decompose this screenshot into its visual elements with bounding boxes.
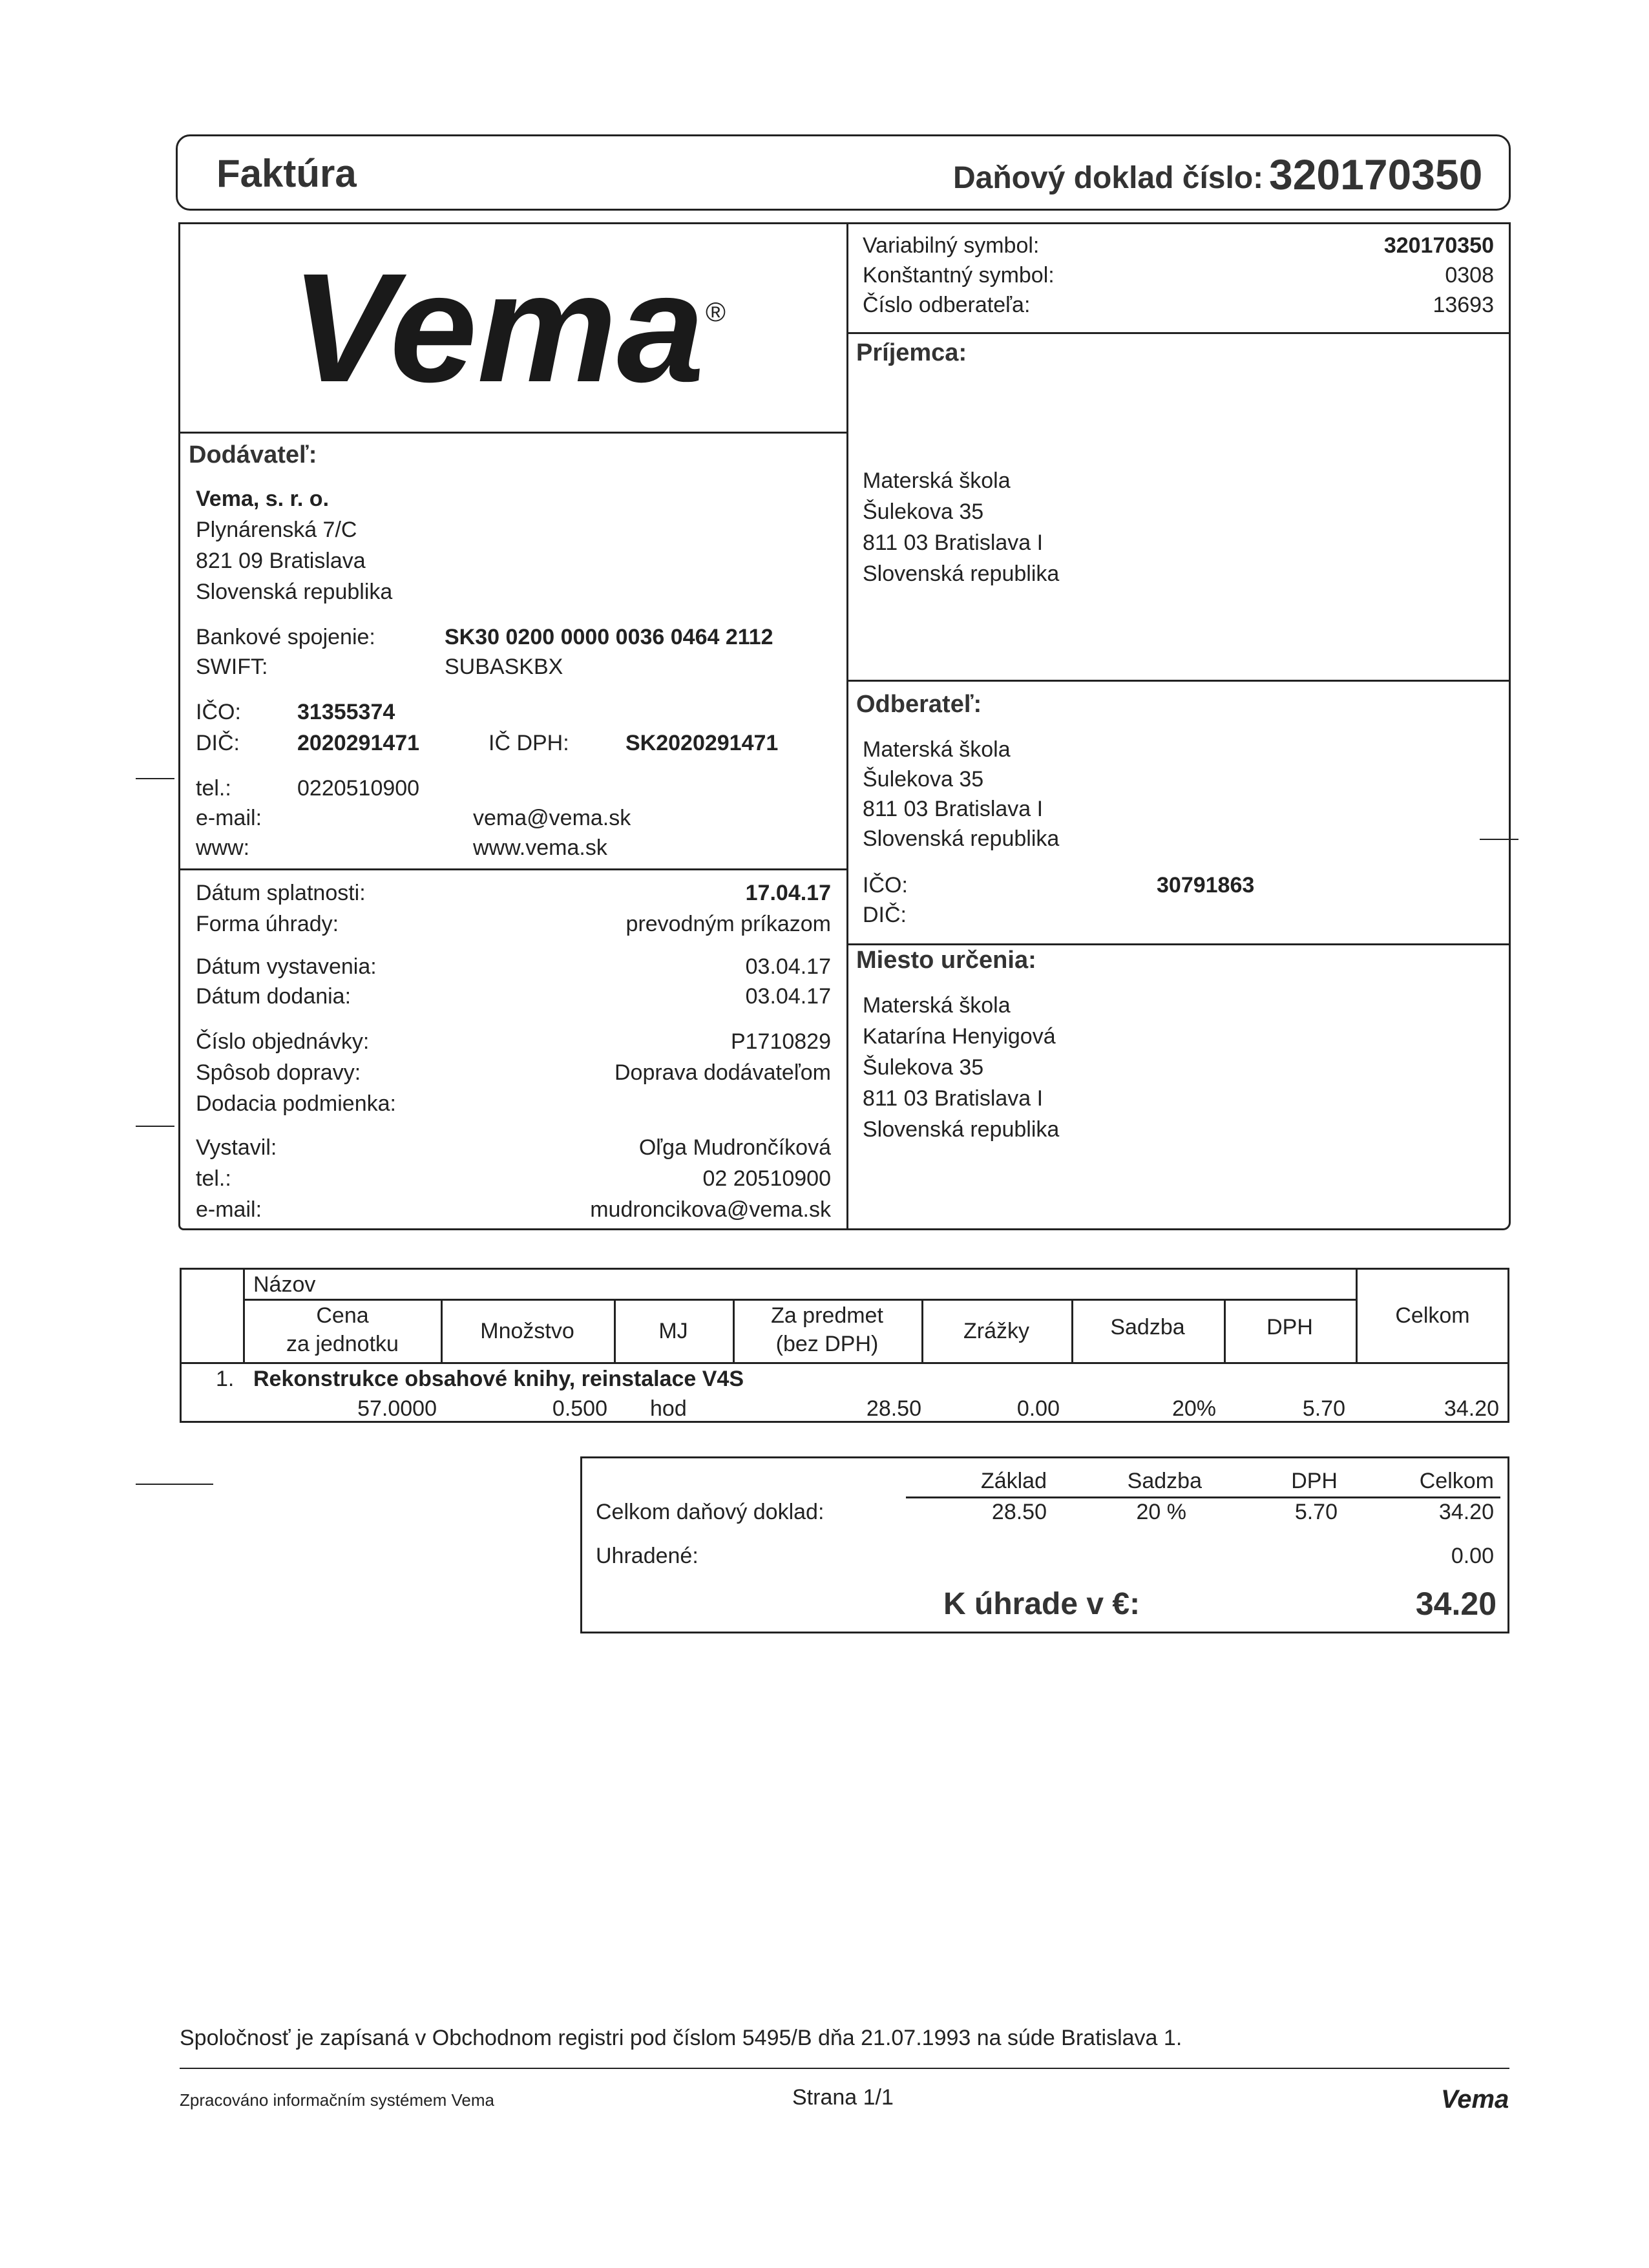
- column-header-unit-price-sub: za jednotku: [286, 1332, 399, 1356]
- due-date-value: 17.04.17: [745, 881, 831, 905]
- paid-value: 0.00: [1451, 1544, 1494, 1568]
- due-date-label: Dátum splatnosti:: [196, 881, 366, 905]
- summary-header-vat: DPH: [1291, 1469, 1338, 1493]
- column-header-subtotal: Za predmet: [771, 1303, 883, 1328]
- supplier-email-label: e-mail:: [196, 806, 262, 830]
- variable-symbol-label: Variabilný symbol:: [863, 233, 1040, 258]
- supplier-country: Slovenská republika: [196, 580, 393, 604]
- supplier-icdph-value: SK2020291471: [625, 731, 779, 755]
- amount-due-value: 34.20: [1415, 1586, 1497, 1622]
- summary-header-total: Celkom: [1419, 1469, 1494, 1493]
- destination-line: Materská škola: [863, 993, 1011, 1018]
- column-header-rate: Sadzba: [1110, 1315, 1185, 1339]
- constant-symbol-label: Konštantný symbol:: [863, 263, 1055, 288]
- order-number-label: Číslo objednávky:: [196, 1029, 370, 1054]
- summary-rate-value: 20 %: [1136, 1500, 1186, 1524]
- customer-line: Slovenská republika: [863, 826, 1060, 851]
- vema-logo-text: Vema: [291, 258, 704, 401]
- margin-mark: [1480, 839, 1518, 840]
- supplier-heading: Dodávateľ:: [189, 441, 317, 468]
- summary-header-line: [906, 1496, 1500, 1498]
- supplier-city: 821 09 Bratislava: [196, 549, 366, 573]
- tax-document-label: Daňový doklad číslo:: [953, 161, 1264, 195]
- summary-base-value: 28.50: [991, 1500, 1047, 1524]
- column-header-total: Celkom: [1395, 1303, 1470, 1328]
- column-header-quantity: Množstvo: [480, 1319, 574, 1343]
- logo-divider: [178, 432, 848, 434]
- issue-date-label: Dátum vystavenia:: [196, 954, 377, 979]
- recipient-line: Materská škola: [863, 468, 1011, 493]
- payment-method-value: prevodným príkazom: [625, 912, 831, 936]
- swift-value: SUBASKBX: [445, 655, 563, 679]
- destination-line: 811 03 Bratislava I: [863, 1086, 1044, 1111]
- issuer-email-value: mudroncikova@vema.sk: [590, 1197, 831, 1222]
- recipient-heading: Príjemca:: [856, 339, 967, 366]
- constant-symbol-value: 0308: [1445, 263, 1494, 288]
- item-unit: hod: [650, 1396, 687, 1421]
- summary-header-base: Základ: [980, 1469, 1047, 1493]
- supplier-tel-value: 0220510900: [297, 776, 420, 801]
- order-number-value: P1710829: [730, 1029, 831, 1054]
- summary-total-value: 34.20: [1438, 1500, 1494, 1524]
- column-header-unit-price: Cena: [316, 1303, 369, 1328]
- invoice-title: Faktúra: [216, 152, 357, 195]
- issuer-email-label: e-mail:: [196, 1197, 262, 1222]
- summary-row-label: Celkom daňový doklad:: [596, 1500, 824, 1524]
- bank-account: SK30 0200 0000 0036 0464 2112: [445, 625, 773, 649]
- recipient-line: 811 03 Bratislava I: [863, 530, 1044, 555]
- paid-label: Uhradené:: [596, 1544, 698, 1568]
- summary-header-rate: Sadzba: [1127, 1469, 1202, 1493]
- margin-mark: [136, 778, 174, 779]
- item-vat: 5.70: [1302, 1396, 1345, 1421]
- supplier-email-value: vema@vema.sk: [473, 806, 631, 830]
- margin-mark: [136, 1484, 213, 1485]
- footer-vema-logo: Vema: [1441, 2085, 1509, 2114]
- supplier-dic-label: DIČ:: [196, 731, 240, 755]
- summary-vat-value: 5.70: [1294, 1500, 1338, 1524]
- column-divider: [846, 222, 848, 1230]
- issue-date-value: 03.04.17: [745, 954, 831, 979]
- customer-number-value: 13693: [1433, 293, 1494, 317]
- bank-label: Bankové spojenie:: [196, 625, 375, 649]
- issued-by-label: Vystavil:: [196, 1135, 277, 1160]
- supplier-ico-value: 31355374: [297, 700, 395, 724]
- customer-dic-label: DIČ:: [863, 903, 907, 927]
- item-number: 1.: [216, 1367, 235, 1391]
- supplier-www-label: www:: [196, 835, 250, 860]
- item-rate: 20%: [1171, 1396, 1216, 1421]
- footer-line: [180, 2068, 1509, 2069]
- delivery-terms-label: Dodacia podmienka:: [196, 1091, 396, 1116]
- tax-document-number: 320170350: [1269, 151, 1483, 198]
- recipient-line: Šulekova 35: [863, 499, 984, 524]
- customer-ico-value: 30791863: [1157, 873, 1255, 898]
- supplier-name: Vema, s. r. o.: [196, 487, 330, 511]
- payment-method-label: Forma úhrady:: [196, 912, 339, 936]
- destination-line: Šulekova 35: [863, 1055, 984, 1080]
- item-unit-price: 57.0000: [357, 1396, 437, 1421]
- item-name: Rekonstrukce obsahové knihy, reinstalace V4S: [253, 1367, 744, 1391]
- supplier-street: Plynárenská 7/C: [196, 518, 357, 542]
- items-table-gridline: [243, 1299, 1356, 1301]
- transport-value: Doprava dodávateľom: [614, 1060, 831, 1085]
- customer-heading: Odberateľ:: [856, 691, 982, 718]
- swift-label: SWIFT:: [196, 655, 268, 679]
- issued-by-value: Oľga Mudrončíková: [638, 1135, 831, 1160]
- processed-by-note: Zpracováno informačním systémem Vema: [180, 2090, 494, 2110]
- registered-mark: ®: [706, 297, 726, 327]
- supplier-divider: [178, 868, 848, 870]
- page-number: Strana 1/1: [792, 2085, 894, 2110]
- items-table-gridline: [180, 1362, 1509, 1364]
- delivery-date-label: Dátum dodania:: [196, 984, 352, 1009]
- variable-symbol-value: 320170350: [1383, 233, 1494, 258]
- supplier-icdph-label: IČ DPH:: [488, 731, 569, 755]
- supplier-www-value: www.vema.sk: [473, 835, 607, 860]
- vema-logo: [284, 258, 750, 401]
- column-header-subtotal-sub: (bez DPH): [775, 1332, 879, 1356]
- column-header-unit: MJ: [658, 1319, 688, 1343]
- customer-number-label: Číslo odberateľa:: [863, 293, 1031, 317]
- column-header-vat: DPH: [1266, 1315, 1313, 1339]
- recipient-line: Slovenská republika: [863, 562, 1060, 586]
- supplier-ico-label: IČO:: [196, 700, 241, 724]
- destination-line: Katarína Henyigová: [863, 1024, 1056, 1049]
- customer-ico-label: IČO:: [863, 873, 908, 898]
- recipient-divider: [846, 680, 1511, 682]
- items-table-gridline: [243, 1268, 245, 1363]
- margin-mark: [136, 1126, 174, 1127]
- supplier-dic-value: 2020291471: [297, 731, 420, 755]
- transport-label: Spôsob dopravy:: [196, 1060, 361, 1085]
- item-subtotal: 28.50: [866, 1396, 921, 1421]
- registry-note: Spoločnosť je zapísaná v Obchodnom registri pod číslom 5495/B dňa 21.07.1993 na súde Bratislava 1.: [180, 2026, 1182, 2050]
- issuer-tel-value: 02 20510900: [702, 1166, 831, 1191]
- customer-line: Šulekova 35: [863, 767, 984, 792]
- issuer-tel-label: tel.:: [196, 1166, 231, 1191]
- column-header-name: Názov: [253, 1272, 316, 1297]
- customer-line: 811 03 Bratislava I: [863, 797, 1044, 821]
- customer-line: Materská škola: [863, 737, 1011, 762]
- destination-line: Slovenská republika: [863, 1117, 1060, 1142]
- item-total: 34.20: [1444, 1396, 1499, 1421]
- delivery-date-value: 03.04.17: [745, 984, 831, 1009]
- column-header-discount: Zrážky: [963, 1319, 1029, 1343]
- destination-heading: Miesto určenia:: [856, 947, 1036, 974]
- symbols-divider: [846, 332, 1511, 334]
- amount-due-label: K úhrade v €:: [943, 1587, 1140, 1621]
- item-discount: 0.00: [1016, 1396, 1060, 1421]
- customer-divider: [846, 943, 1511, 945]
- item-quantity: 0.500: [552, 1396, 607, 1421]
- supplier-tel-label: tel.:: [196, 776, 231, 801]
